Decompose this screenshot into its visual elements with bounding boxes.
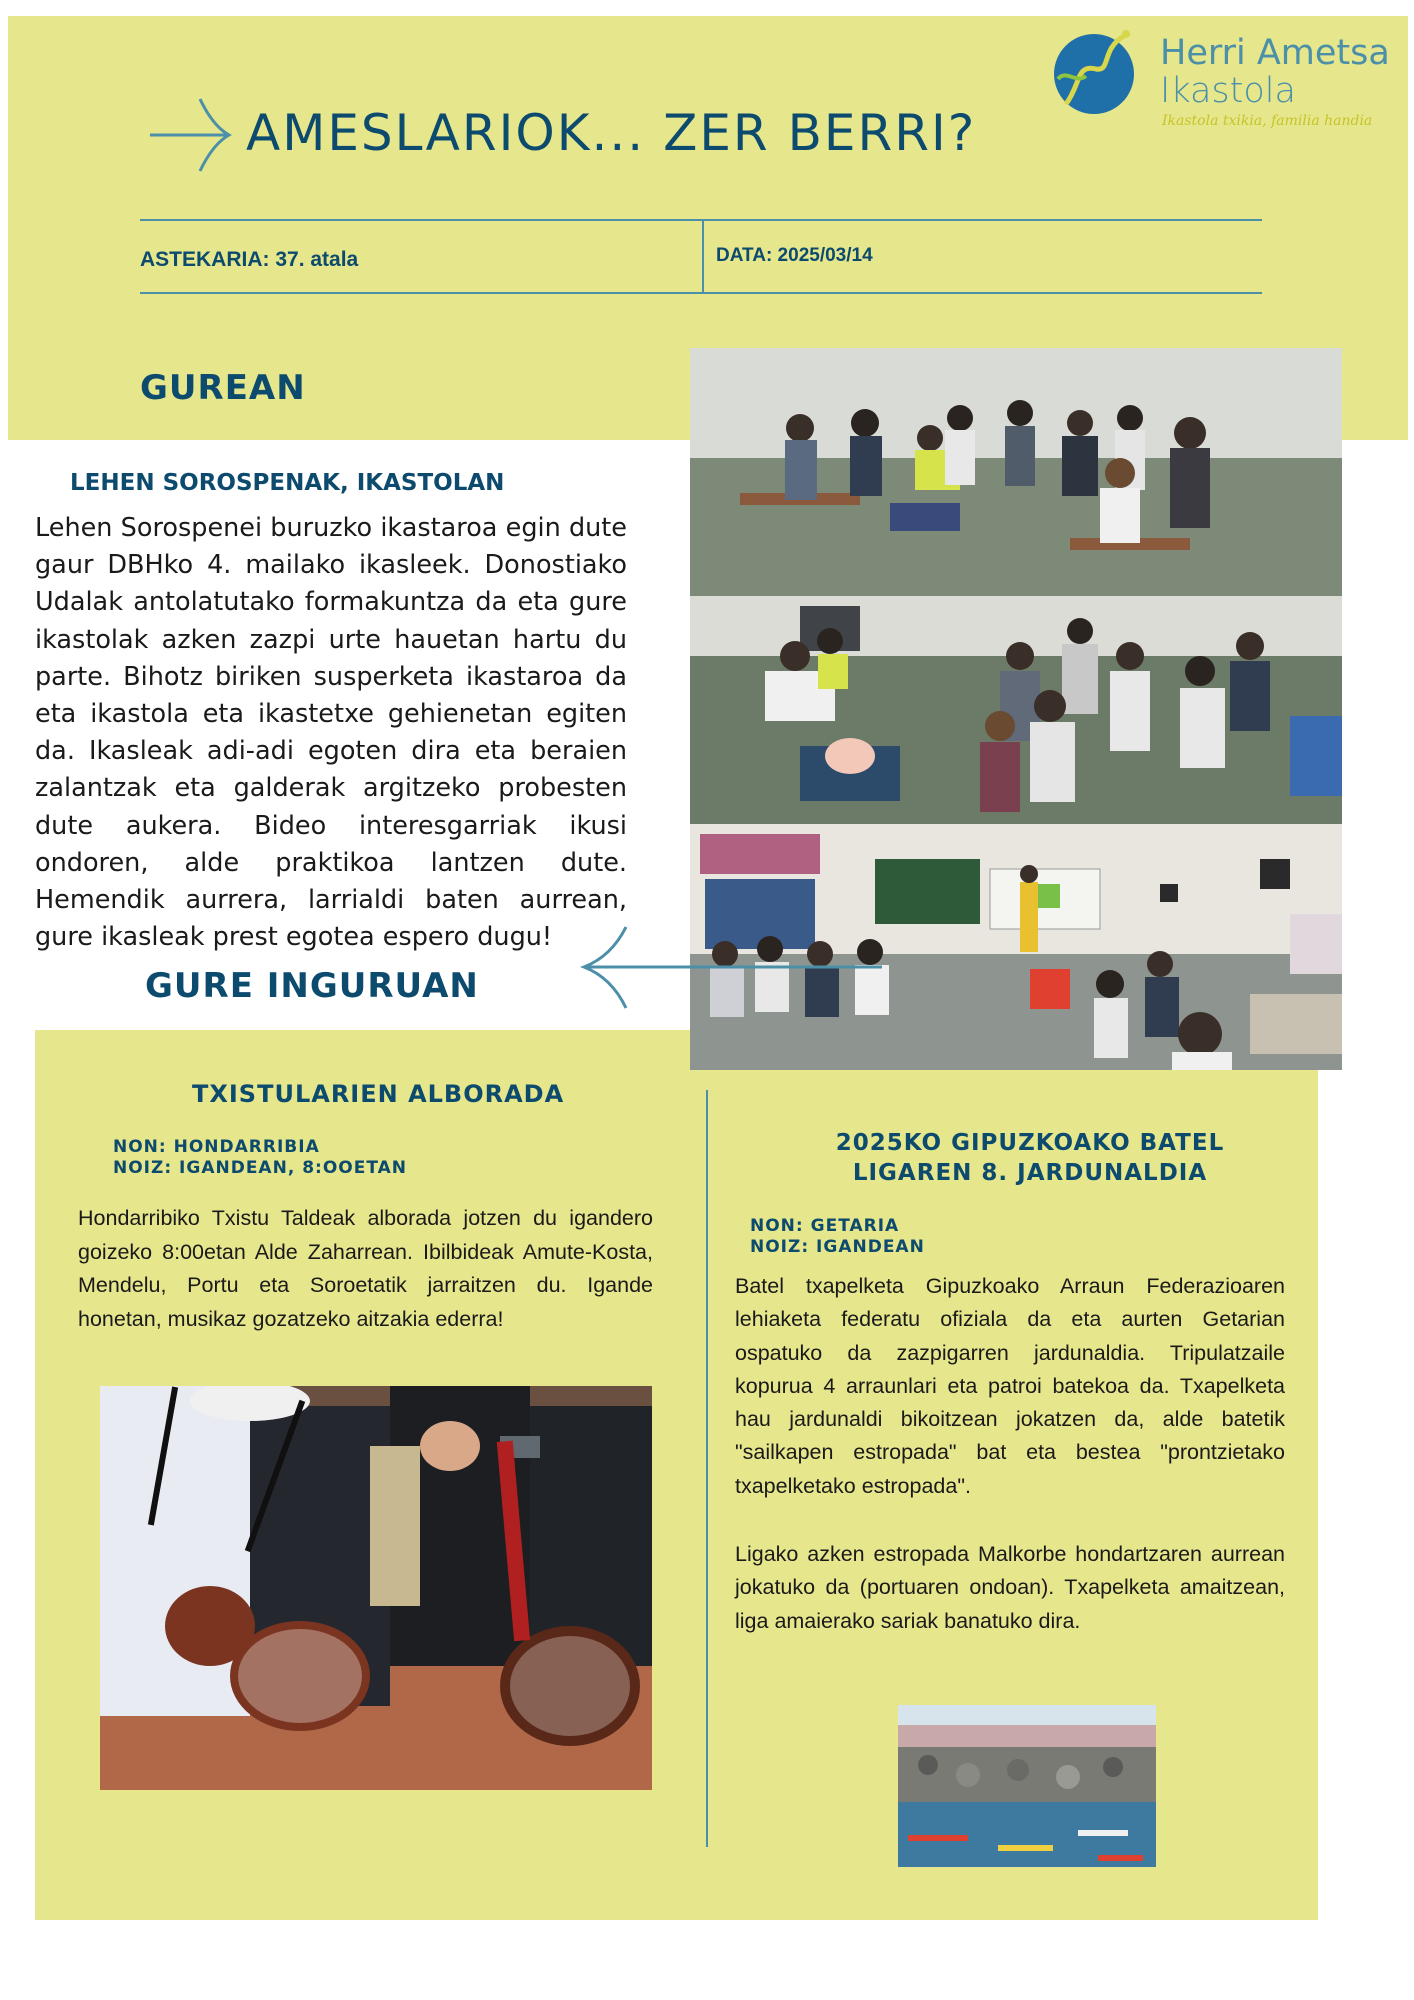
txistulariak-photo bbox=[100, 1386, 652, 1790]
section-heading-gure-inguruan: GURE INGURUAN bbox=[145, 966, 479, 1006]
meta-rule-bottom bbox=[140, 292, 1262, 294]
issue-number: ASTEKARIA: 37. atala bbox=[140, 248, 359, 271]
article-title-batel bbox=[740, 1128, 1320, 1188]
arrow-left-icon bbox=[580, 925, 882, 1010]
section-heading-gurean: GUREAN bbox=[140, 368, 306, 408]
arrow-right-icon bbox=[150, 95, 232, 175]
article-body-batel-1: Batel txapelketa Gipuzkoako Arraun Federazioaren lehiaketa federatu ofiziala da eta aurten Getarian ospatuko da zazpigarren jardunaldia. Tripulatzaile kopurua 4 arraunlari eta patroi batekoa da. Txapelketa hau jardunaldi bikoitzean jokatzen da, alde batetik "sailkapen estropada" bat eta bestea "prontzietako txapelketako estropada". bbox=[735, 1274, 1285, 1498]
article-body-batel-2: Ligako azken estropada Malkorbe hondartzaren aurrean jokatuko da (portuaren ondoan). Txapelketa amaitzean, liga amaierako sariak banatuko dira. bbox=[735, 1542, 1285, 1633]
ikastola-logo-icon bbox=[1046, 24, 1146, 124]
article-body-txistulariak: Hondarribiko Txistu Taldeak alborada jotzen du igandero goizeko 8:00etan Alde Zaharrean. Ibilbideak Amute-Kosta, Mendelu, Portu eta Soroetatik jarraitzen du. Igande honetan, musikaz gozatzeko aitzakia ederra! bbox=[78, 1206, 653, 1331]
page-title: AMESLARIOK... ZER BERRI? bbox=[246, 104, 977, 162]
txistulariak-location: NON: HONDARRIBIA bbox=[113, 1137, 320, 1157]
meta-divider bbox=[702, 219, 704, 294]
batel-location: NON: GETARIA bbox=[750, 1216, 900, 1236]
first-aid-photo-1 bbox=[690, 348, 1342, 596]
issue-date: DATA: 2025/03/14 bbox=[716, 245, 873, 266]
batel-regatta-photo bbox=[898, 1705, 1156, 1867]
brand-tagline: Ikastola txikia, familia handia bbox=[1162, 113, 1373, 129]
brand-name: Herri Ametsa bbox=[1160, 33, 1390, 73]
article-title-lehen-sorospenak: LEHEN SOROSPENAK, IKASTOLAN bbox=[70, 470, 505, 496]
first-aid-photo-2 bbox=[690, 596, 1342, 824]
batel-title-line-1: 2025KO GIPUZKOAKO BATEL bbox=[835, 1130, 1225, 1156]
article-body-lehen-sorospenak: Lehen Sorospenei buruzko ikastaroa egin dute gaur DBHko 4. mailako ikasleek. Donostiako Udalak antolatutako formakuntza da eta gure ikastolak azken zazpi urte hauetan hartu du parte. Bihotz biriken susperketa ikastaroa da eta ikastola eta ikastetxe gehienetan egiten da. Ikasleak adi-adi egoten dira eta beraien zalantzak eta galderak argitzeko probesten dute aukera. Bideo interesgarriak ikusi ondoren, alde praktikoa lantzen dute. Hemendik aurrera, larrialdi baten aurrean, gure ikasleak prest egotea espero dugu! bbox=[35, 513, 627, 953]
batel-title-line-2: LIGAREN 8. JARDUNALDIA bbox=[852, 1160, 1208, 1186]
brand-subtitle: Ikastola bbox=[1160, 71, 1296, 111]
meta-rule-top bbox=[140, 219, 1262, 221]
article-title-txistulariak: TXISTULARIEN ALBORADA bbox=[192, 1080, 565, 1108]
txistulariak-time: NOIZ: IGANDEAN, 8:OOETAN bbox=[113, 1158, 407, 1178]
column-divider bbox=[706, 1090, 708, 1847]
batel-time: NOIZ: IGANDEAN bbox=[750, 1237, 925, 1257]
